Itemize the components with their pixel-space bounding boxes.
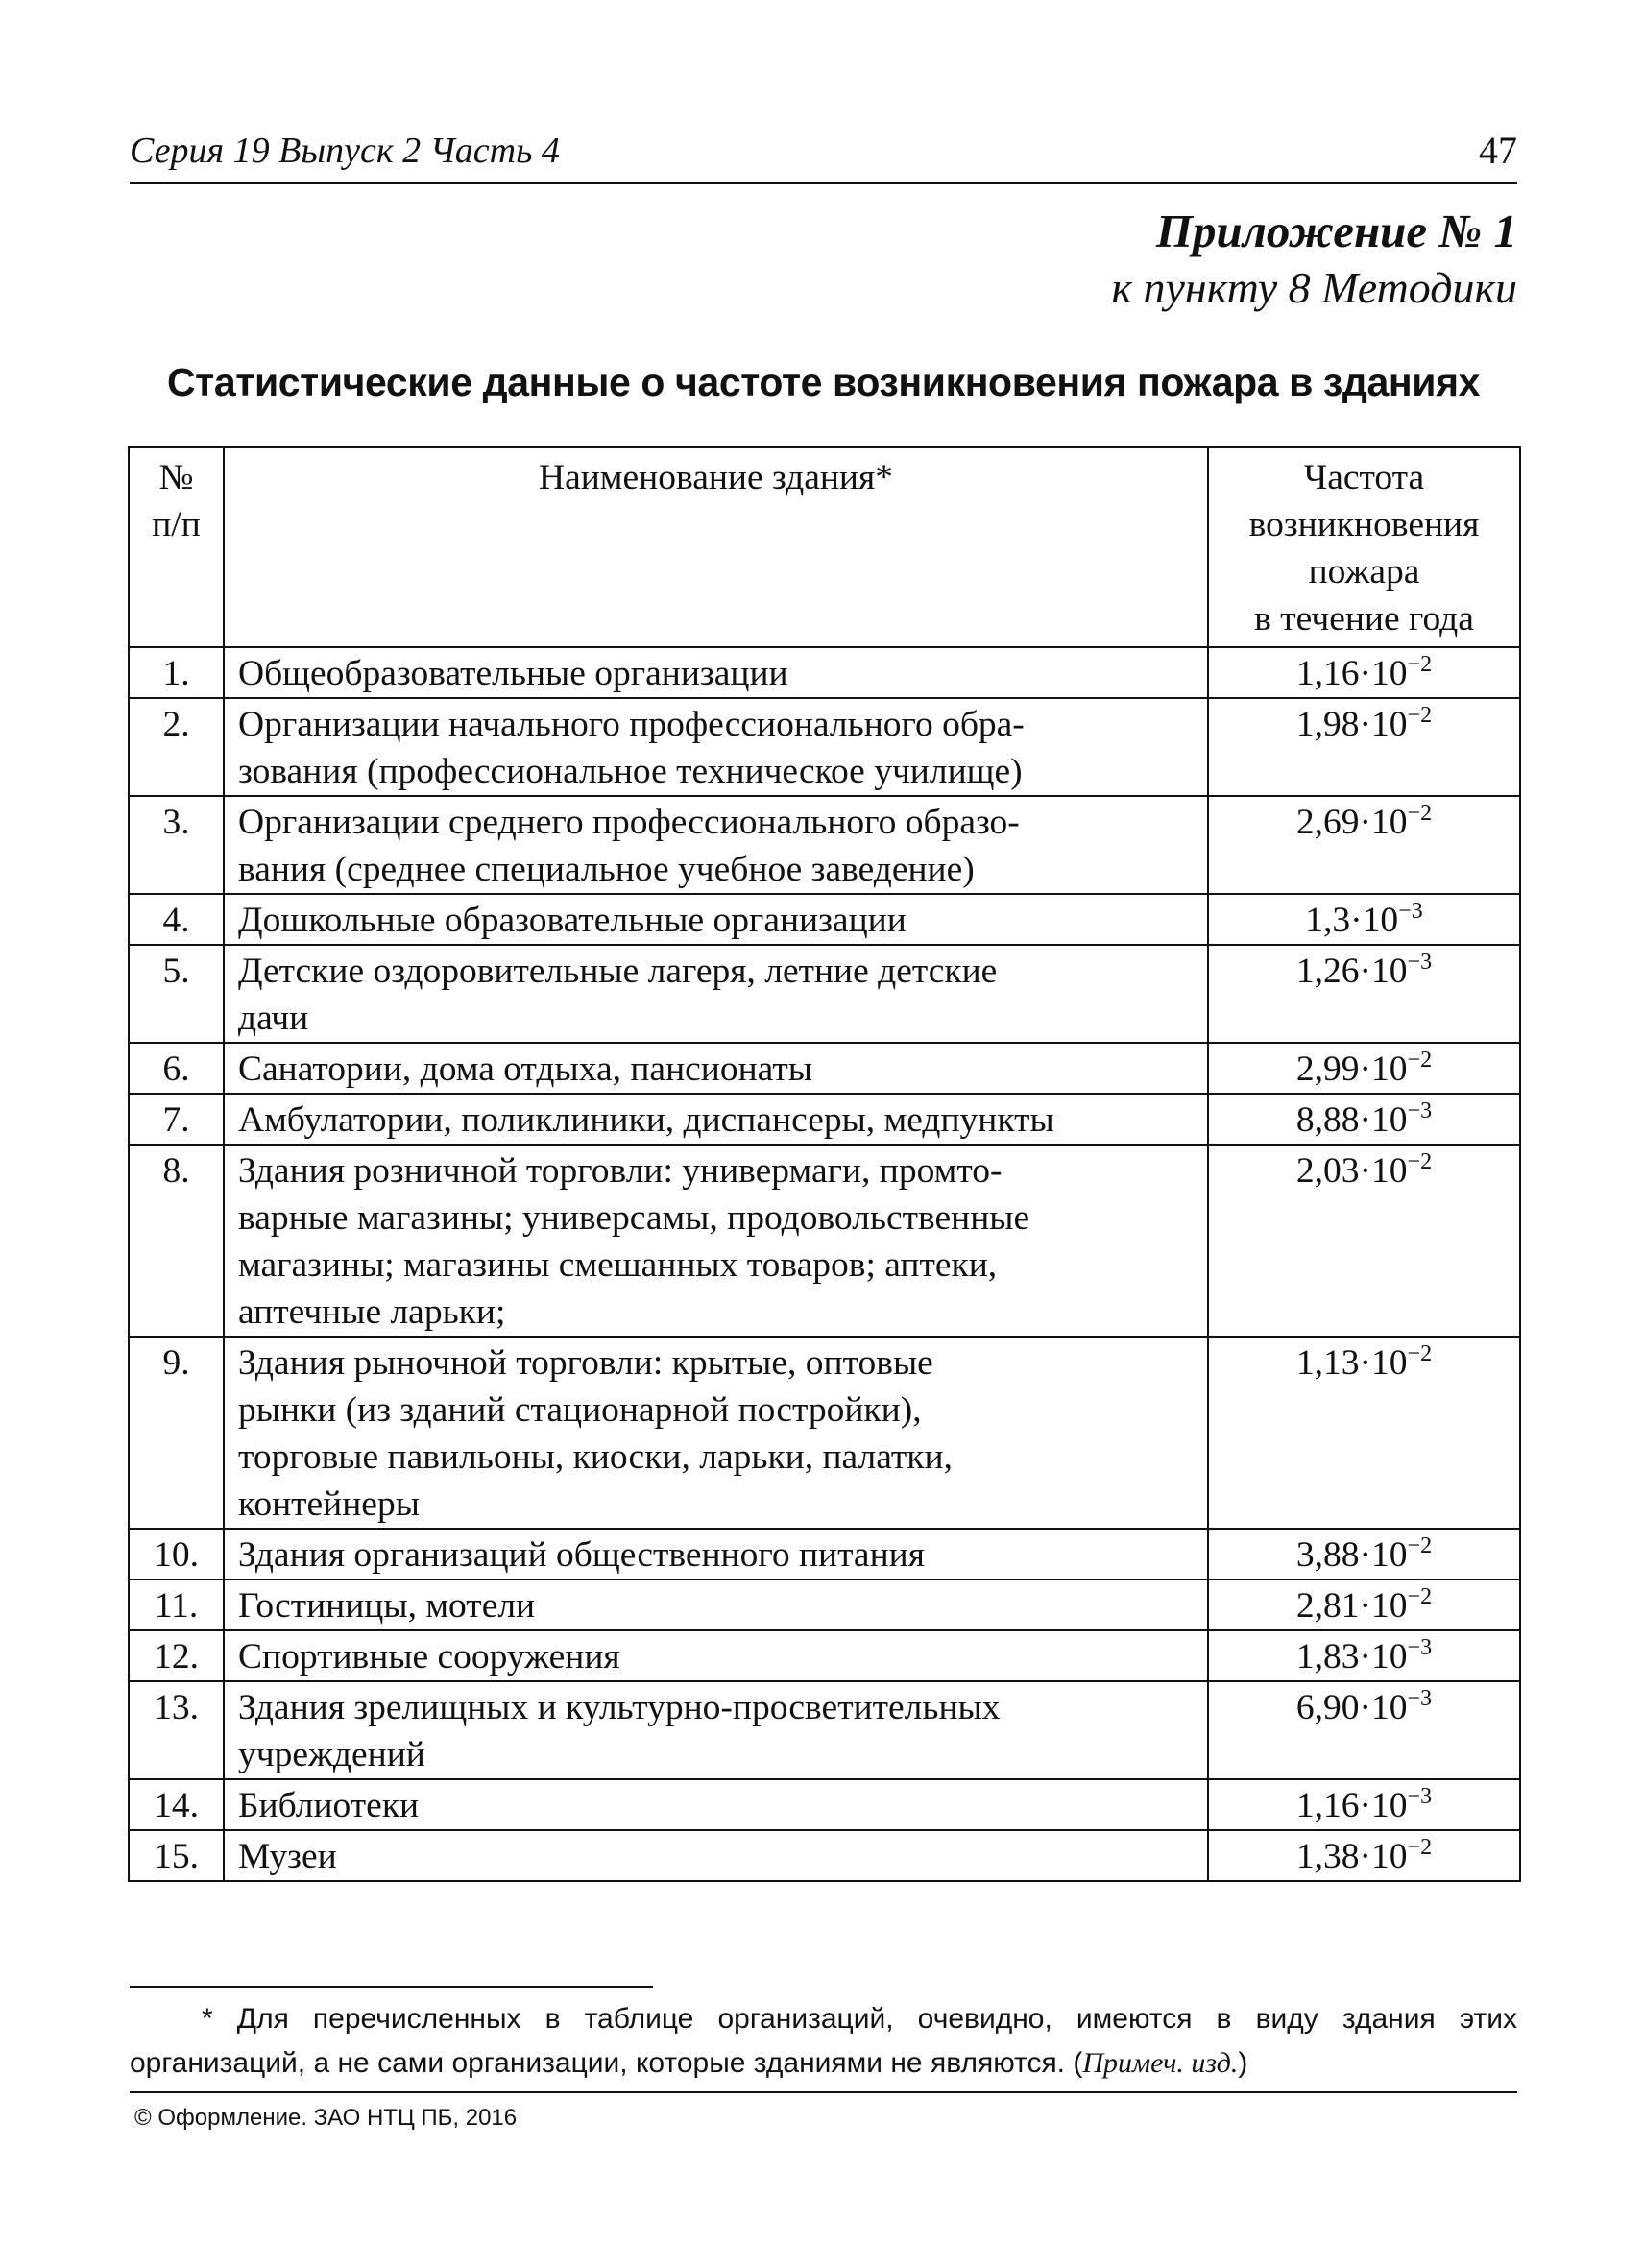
fire-frequency: [1208, 1043, 1520, 1094]
frequency-exponent: −3: [1407, 950, 1433, 975]
building-name-line: Детские оздоровительные лагеря, летние детские: [238, 952, 998, 991]
row-number: 11.: [129, 1580, 224, 1630]
building-name: [224, 1830, 1208, 1881]
footnote-text: * Для перечисленных в таблице организаций, очевидно, имеются в виду здания этих организаций, а не сами организации, которые зданиями не являются. (: [130, 2003, 1517, 2079]
frequency-mantissa: 2,81·10: [1295, 1586, 1408, 1626]
building-name-line: Здания организаций общественного питания: [238, 1535, 925, 1575]
header-frequency-line: пожара: [1308, 552, 1420, 591]
row-number: 3.: [129, 796, 224, 894]
building-name-line: Здания рыночной торговли: крытые, оптовые: [238, 1343, 933, 1383]
frequency-exponent: −2: [1407, 1533, 1433, 1558]
header-frequency-line: Частота: [1303, 458, 1425, 497]
fire-frequency: [1208, 1094, 1520, 1145]
frequency-exponent: −2: [1407, 703, 1433, 728]
header-frequency: [1208, 447, 1520, 647]
frequency-mantissa: 8,88·10: [1295, 1100, 1408, 1140]
frequency-mantissa: 1,83·10: [1295, 1637, 1408, 1677]
row-number: 10.: [129, 1529, 224, 1580]
copyright-notice: © Оформление. ЗАО НТЦ ПБ, 2016: [134, 2105, 518, 2131]
building-name-line: варные магазины; универсамы, продовольственные: [238, 1198, 1030, 1238]
frequency-mantissa: 1,98·10: [1295, 705, 1408, 744]
building-name-line: контейнеры: [238, 1484, 420, 1524]
frequency-mantissa: 3,88·10: [1295, 1535, 1408, 1575]
frequency-exponent: −2: [1407, 1149, 1433, 1174]
row-number: 7.: [129, 1094, 224, 1145]
building-name-line: Здания зрелищных и культурно-просветительных: [238, 1688, 1001, 1727]
appendix-title: Приложение № 1: [1155, 205, 1517, 257]
document-title: Статистические данные о частоте возникновения пожара в зданиях: [166, 360, 1481, 404]
building-name: [224, 647, 1208, 698]
table-row: [129, 1580, 1520, 1630]
building-name-line: зования (профессиональное техническое училище): [238, 752, 1023, 791]
building-name-line: Спортивные сооружения: [238, 1637, 620, 1677]
table-body: [129, 647, 1520, 1881]
building-name-line: дачи: [238, 999, 309, 1038]
footer-divider: [130, 2091, 1517, 2093]
table-row: [129, 796, 1520, 894]
building-name-line: Амбулатории, поликлиники, диспансеры, медпункты: [238, 1100, 1054, 1140]
fire-frequency: [1208, 1529, 1520, 1580]
building-name-line: Организации начального профессионального обра-: [238, 705, 1025, 744]
frequency-mantissa: 2,99·10: [1295, 1050, 1408, 1089]
fire-frequency: [1208, 1580, 1520, 1630]
fire-frequency: [1208, 698, 1520, 796]
fire-frequency-table: [128, 446, 1521, 1882]
building-name-line: вания (среднее специальное учебное заведение): [238, 850, 975, 889]
building-name-line: магазины; магазины смешанных товаров; аптеки,: [238, 1245, 998, 1285]
frequency-mantissa: 1,13·10: [1295, 1343, 1408, 1383]
frequency-mantissa: 2,69·10: [1295, 803, 1408, 842]
header-number-line: №: [158, 458, 194, 497]
table-row: [129, 1337, 1520, 1529]
row-number: 12.: [129, 1630, 224, 1681]
table-row: [129, 1043, 1520, 1094]
frequency-mantissa: 1,3·10: [1305, 901, 1399, 940]
header-frequency-line: в течение года: [1254, 599, 1474, 639]
header-number-line: п/п: [152, 505, 201, 544]
building-name: [224, 796, 1208, 894]
frequency-exponent: −2: [1407, 1048, 1433, 1073]
building-name: [224, 1580, 1208, 1630]
building-name-line: Музеи: [238, 1837, 337, 1876]
row-number: 15.: [129, 1830, 224, 1881]
building-name: [224, 1094, 1208, 1145]
appendix-subtitle: к пункту 8 Методики: [1111, 263, 1517, 312]
footnote-note-label: Примеч. изд.: [1082, 2047, 1239, 2079]
fire-frequency: [1208, 1337, 1520, 1529]
frequency-exponent: −2: [1407, 1835, 1433, 1860]
footnote-divider: [130, 1986, 653, 1988]
building-name-line: Библиотеки: [238, 1786, 420, 1825]
table-row: [129, 1529, 1520, 1580]
building-name: [224, 1630, 1208, 1681]
building-name: [224, 1779, 1208, 1830]
fire-frequency: [1208, 945, 1520, 1043]
row-number: 5.: [129, 945, 224, 1043]
fire-frequency: [1208, 1830, 1520, 1881]
table-row: [129, 1830, 1520, 1881]
header-building-name: Наименование здания*: [224, 447, 1208, 647]
table-row: [129, 1145, 1520, 1337]
frequency-exponent: −3: [1407, 1098, 1433, 1123]
building-name: [224, 698, 1208, 796]
frequency-mantissa: 1,26·10: [1295, 952, 1408, 991]
header-number: [129, 447, 224, 647]
building-name: [224, 945, 1208, 1043]
frequency-exponent: −2: [1407, 1341, 1433, 1366]
row-number: 8.: [129, 1145, 224, 1337]
table-row: [129, 1094, 1520, 1145]
footnote-close: ): [1238, 2047, 1248, 2079]
series-label: Серия 19 Выпуск 2 Часть 4: [130, 131, 560, 171]
table-row: [129, 698, 1520, 796]
building-name-line: Дошкольные образовательные организации: [238, 901, 907, 940]
row-number: 2.: [129, 698, 224, 796]
building-name-line: Санатории, дома отдыха, пансионаты: [238, 1050, 812, 1089]
frequency-exponent: −3: [1407, 1635, 1433, 1660]
row-number: 6.: [129, 1043, 224, 1094]
frequency-mantissa: 1,16·10: [1295, 1786, 1408, 1825]
building-name: [224, 1145, 1208, 1337]
frequency-exponent: −3: [1398, 899, 1423, 924]
fire-frequency: [1208, 647, 1520, 698]
row-number: 1.: [129, 647, 224, 698]
row-number: 9.: [129, 1337, 224, 1529]
building-name-line: учреждений: [238, 1735, 425, 1774]
building-name: [224, 1529, 1208, 1580]
frequency-exponent: −2: [1407, 1584, 1433, 1609]
building-name: [224, 1043, 1208, 1094]
frequency-mantissa: 1,38·10: [1295, 1837, 1408, 1876]
building-name: [224, 1681, 1208, 1779]
row-number: 4.: [129, 894, 224, 945]
building-name: [224, 1337, 1208, 1529]
header-frequency-line: возникновения: [1248, 505, 1480, 544]
fire-frequency: [1208, 796, 1520, 894]
fire-frequency: [1208, 1145, 1520, 1337]
table-row: [129, 945, 1520, 1043]
building-name-line: аптечные ларьки;: [238, 1292, 506, 1332]
building-name-line: Общеобразовательные организации: [238, 654, 788, 693]
footnote: [130, 1997, 1517, 2086]
table-row: [129, 894, 1520, 945]
table-row: [129, 647, 1520, 698]
building-name-line: Гостиницы, мотели: [238, 1586, 536, 1626]
row-number: 14.: [129, 1779, 224, 1830]
fire-frequency: [1208, 1779, 1520, 1830]
frequency-exponent: −3: [1407, 1784, 1433, 1809]
table-row: [129, 1630, 1520, 1681]
table-row: [129, 1779, 1520, 1830]
frequency-exponent: −3: [1407, 1686, 1433, 1711]
row-number: 13.: [129, 1681, 224, 1779]
building-name-line: торговые павильоны, киоски, ларьки, палатки,: [238, 1437, 953, 1477]
frequency-mantissa: 1,16·10: [1295, 654, 1408, 693]
building-name-line: рынки (из зданий стационарной постройки),: [238, 1390, 922, 1430]
running-header: [130, 125, 1517, 184]
frequency-mantissa: 2,03·10: [1295, 1151, 1408, 1191]
fire-frequency: [1208, 1630, 1520, 1681]
table-header-row: [129, 447, 1520, 647]
table-row: [129, 1681, 1520, 1779]
page-number: 47: [1479, 129, 1517, 172]
building-name-line: Здания розничной торговли: универмаги, промто-: [238, 1151, 1003, 1191]
building-name: [224, 894, 1208, 945]
frequency-exponent: −2: [1407, 652, 1433, 677]
fire-frequency: [1208, 894, 1520, 945]
frequency-exponent: −2: [1407, 801, 1433, 826]
fire-frequency: [1208, 1681, 1520, 1779]
frequency-mantissa: 6,90·10: [1295, 1688, 1408, 1727]
building-name-line: Организации среднего профессионального образо-: [238, 803, 1020, 842]
